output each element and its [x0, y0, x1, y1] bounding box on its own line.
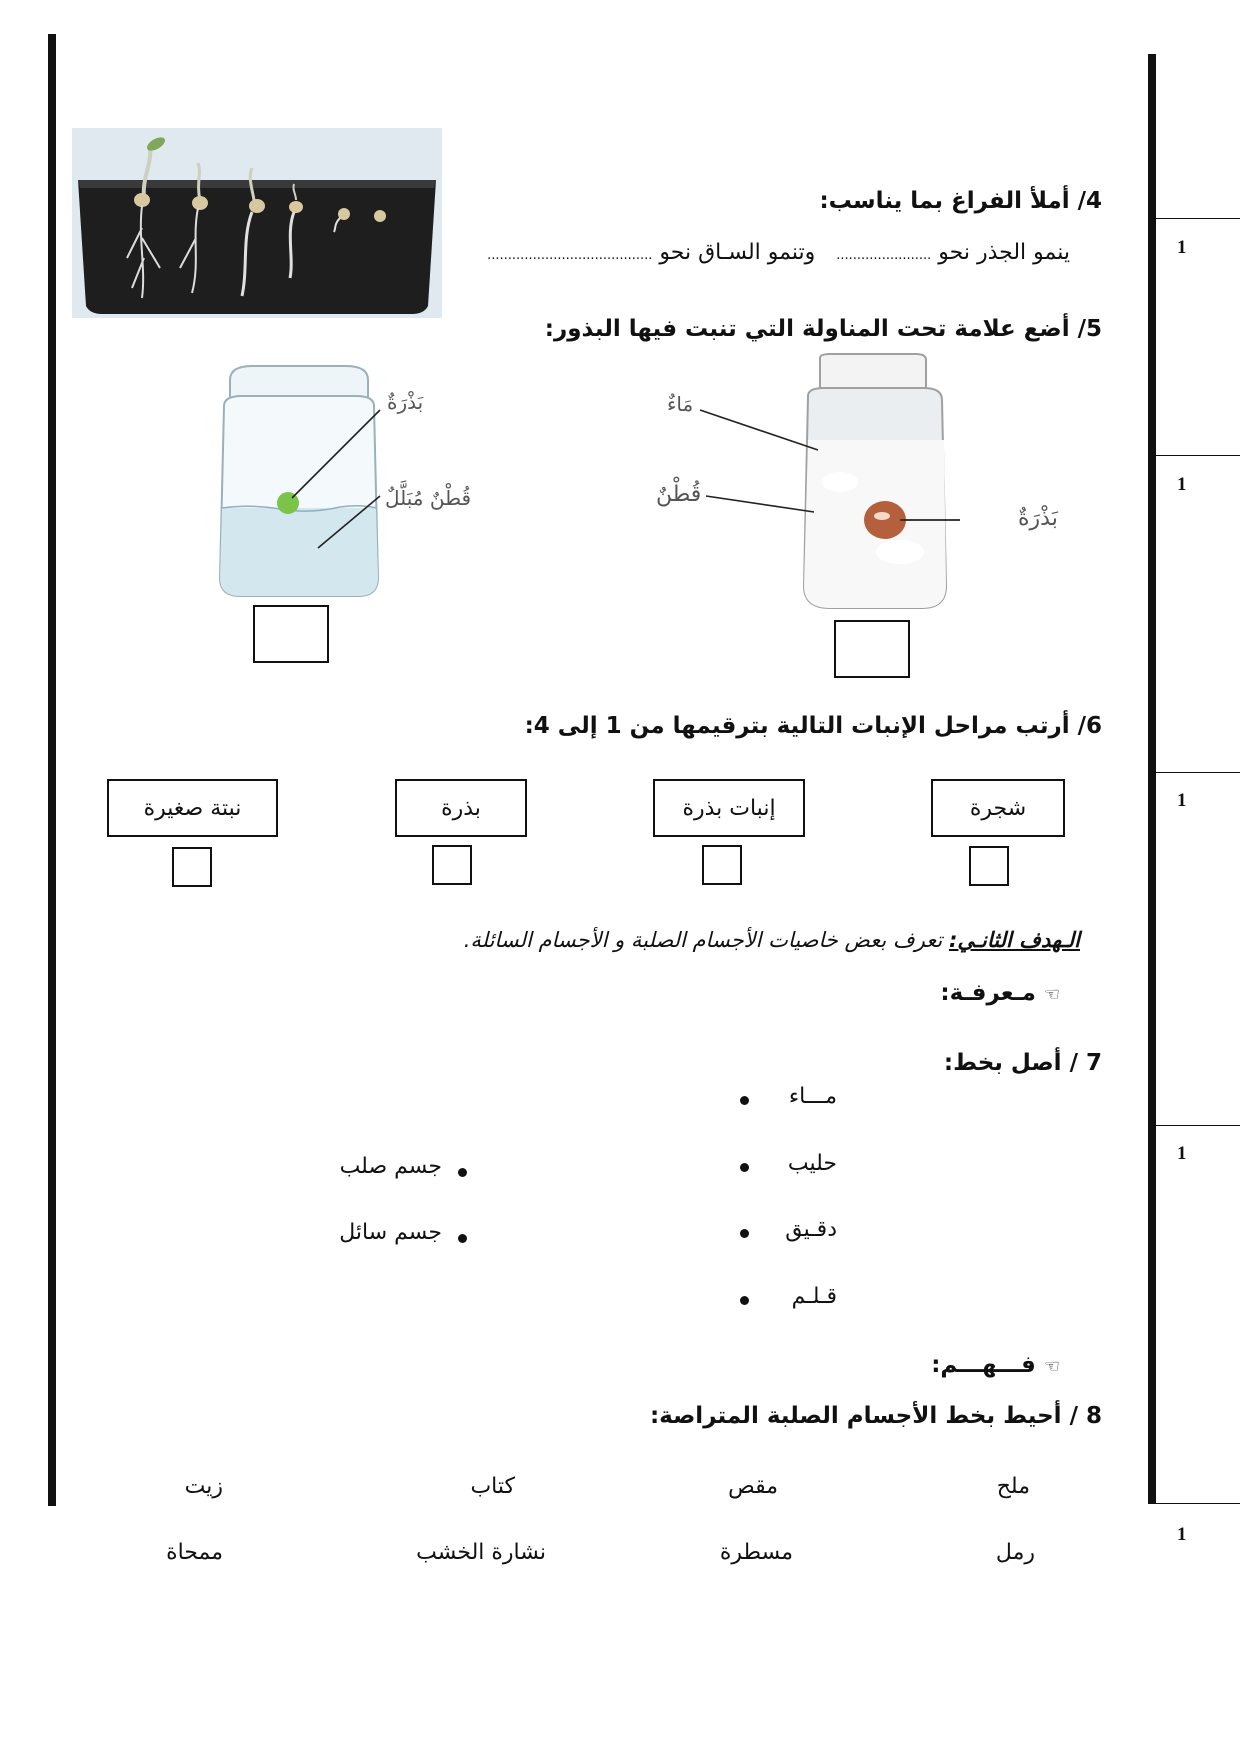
knowledge-heading-text: مـعرفـة:	[940, 980, 1036, 1006]
q4-text-root: ينمو الجذر نحو	[938, 240, 1070, 265]
score-mark: 1	[1177, 790, 1187, 811]
match-item-milk: حليب	[787, 1151, 837, 1176]
question-7-title: 7 / أصل بخط:	[943, 1050, 1102, 1076]
stage-tree-number-box[interactable]	[969, 846, 1009, 886]
understanding-heading-text: فـــهـــم:	[931, 1352, 1036, 1378]
q8-item[interactable]: مسطرة	[719, 1540, 793, 1565]
q8-item[interactable]: زيت	[184, 1474, 223, 1499]
pointing-hand-icon: ☜	[1043, 984, 1060, 1005]
question-5-title: 5/ أضع علامة تحت المناولة التي تنبت فيها البذور:	[544, 316, 1102, 342]
match-dot[interactable]	[458, 1168, 467, 1177]
right-jar-water-label: مَاءٌ	[667, 392, 694, 416]
match-dot[interactable]	[740, 1096, 749, 1105]
match-dot[interactable]	[740, 1296, 749, 1305]
match-target-liquid: جسم سائل	[339, 1220, 442, 1245]
q4-blank-2[interactable]: ........................................	[487, 248, 653, 263]
q8-item[interactable]: ممحاة	[166, 1540, 223, 1565]
right-jar-answer-box[interactable]	[834, 620, 910, 678]
left-jar-cotton-label: قُطْنٌ مُبَلَّلٌ	[385, 486, 472, 510]
match-item-pen: قـلـم	[791, 1284, 837, 1309]
right-jar-seed-label: بَذْرَةٌ	[1018, 506, 1058, 531]
match-target-solid: جسم صلب	[339, 1154, 442, 1179]
left-margin-bar	[48, 34, 56, 1506]
score-mark: 1	[1177, 1143, 1187, 1164]
score-divider	[1156, 1125, 1240, 1126]
q8-item[interactable]: رمل	[995, 1540, 1035, 1565]
match-dot[interactable]	[740, 1229, 749, 1238]
second-goal-text: تعرف بعض خاصيات الأجسام الصلبة و الأجسام السائلة.	[463, 928, 949, 952]
q8-item[interactable]: مقص	[728, 1474, 778, 1499]
q8-item[interactable]: نشارة الخشب	[416, 1540, 546, 1565]
second-goal-label: الـهدف الثانـي:	[948, 928, 1080, 952]
stage-tree: شجرة	[931, 779, 1065, 837]
q4-fill-line	[487, 240, 1070, 265]
stage-germination: إنبات بذرة	[653, 779, 805, 837]
score-divider	[1156, 455, 1240, 456]
second-goal	[464, 928, 1080, 952]
right-jar-cotton-label: قُطْنٌ	[656, 482, 702, 507]
q8-item[interactable]: كتاب	[470, 1474, 515, 1499]
left-jar-answer-box[interactable]	[253, 605, 329, 663]
match-item-water: مـــاء	[788, 1084, 837, 1109]
stage-seed: بذرة	[395, 779, 527, 837]
score-mark: 1	[1177, 237, 1187, 258]
score-divider	[1156, 772, 1240, 773]
question-6-title: 6/ أرتب مراحل الإنبات التالية بترقيمها من 1 إلى 4:	[524, 713, 1102, 739]
score-mark: 1	[1177, 1524, 1187, 1545]
stage-small-plant: نبتة صغيرة	[107, 779, 278, 837]
pointing-hand-icon: ☜	[1043, 1356, 1060, 1377]
left-jar-image	[210, 358, 470, 606]
stage-small-plant-number-box[interactable]	[172, 847, 212, 887]
question-4-title: 4/ أملأ الفراغ بما يناسب:	[819, 188, 1102, 214]
score-mark: 1	[1177, 474, 1187, 495]
seedlings-growth-image	[72, 128, 442, 318]
score-divider	[1156, 1503, 1240, 1504]
q8-item[interactable]: ملح	[996, 1474, 1030, 1499]
match-item-flour: دقـيق	[785, 1217, 837, 1242]
right-jar-image	[660, 352, 960, 620]
left-jar-seed-label: بَذْرَةٌ	[387, 390, 424, 414]
match-dot[interactable]	[458, 1234, 467, 1243]
right-margin-bar	[1148, 54, 1156, 1504]
knowledge-heading	[940, 980, 1060, 1006]
stage-germination-number-box[interactable]	[702, 845, 742, 885]
stage-seed-number-box[interactable]	[432, 845, 472, 885]
score-divider	[1156, 218, 1240, 219]
question-8-title: 8 / أحيط بخط الأجسام الصلبة المتراصة:	[649, 1403, 1102, 1429]
q4-text-stem: وتنمو السـاق نحو	[659, 240, 816, 265]
q4-blank-1[interactable]: .......................	[836, 248, 932, 263]
understanding-heading	[931, 1352, 1060, 1378]
match-dot[interactable]	[740, 1163, 749, 1172]
